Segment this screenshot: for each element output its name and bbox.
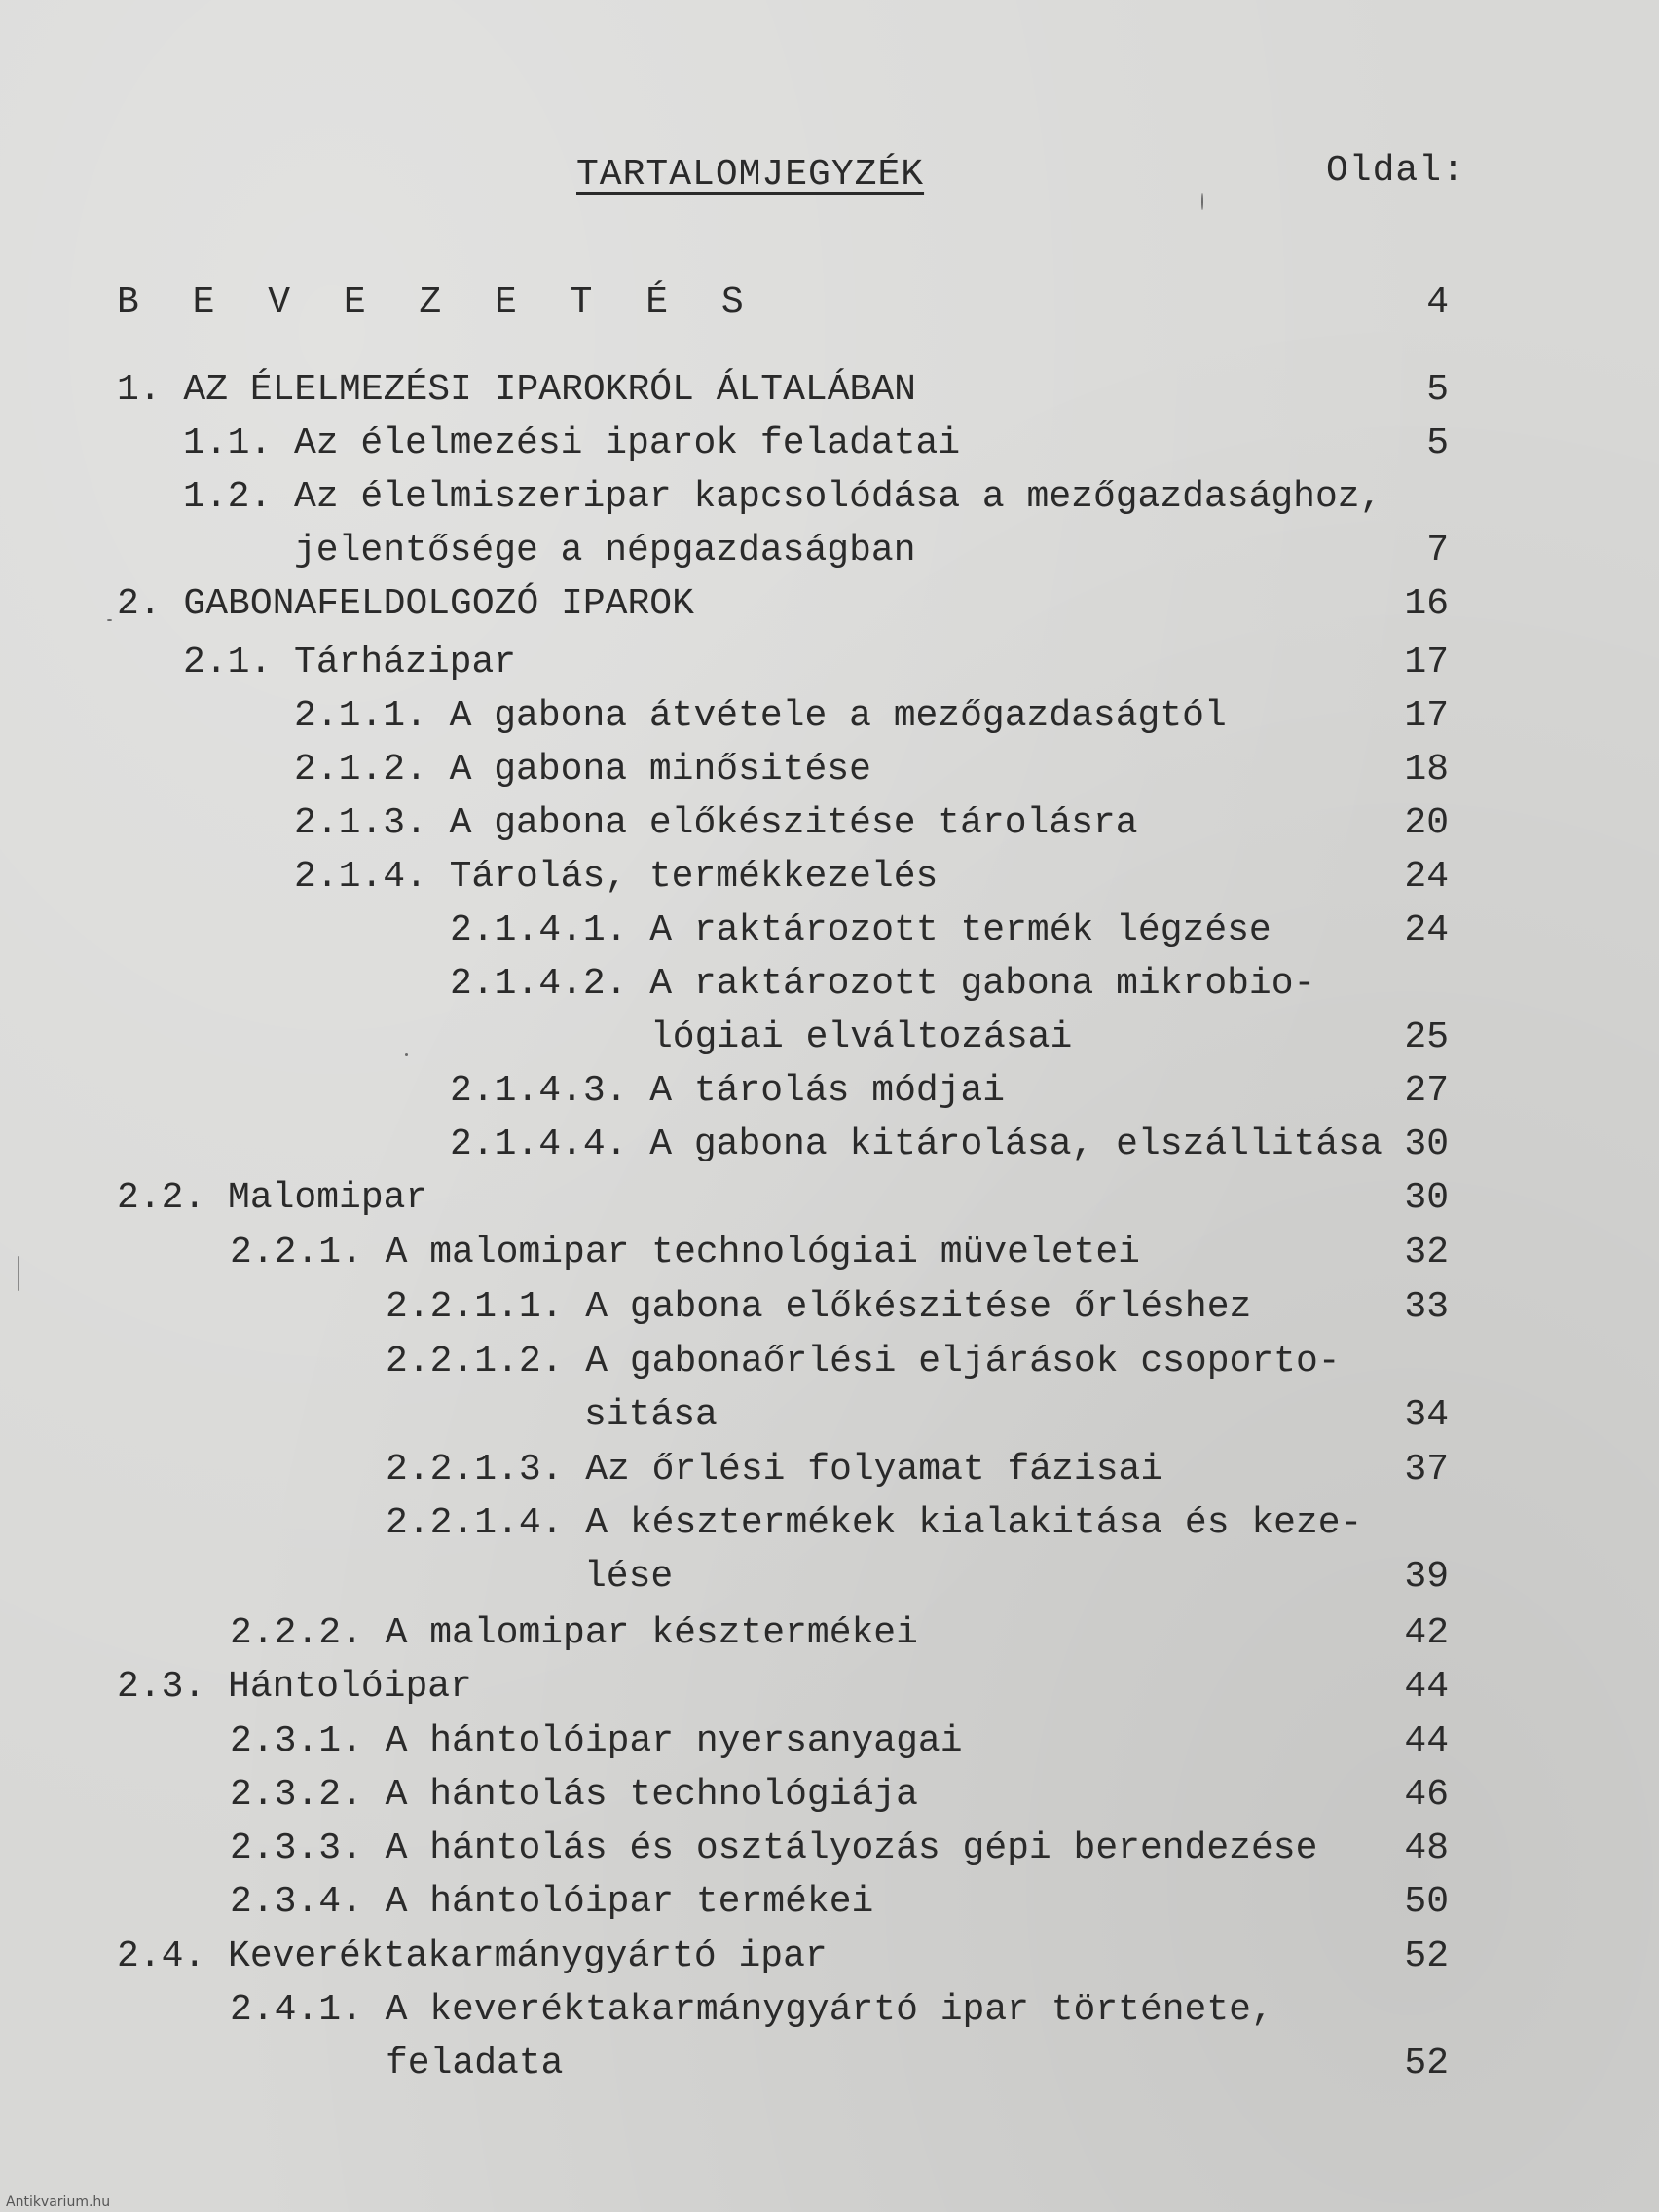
toc-entry-page: 17: [1404, 695, 1449, 737]
toc-entry-page: 52: [1404, 1936, 1449, 1977]
toc-entry-title: 2.2.2. A malomipar késztermékei: [230, 1612, 918, 1654]
toc-entry-title: 2.2.1.3. Az őrlési folyamat fázisai: [386, 1449, 1163, 1491]
toc-entry-page: 25: [1404, 1016, 1449, 1058]
toc-entry-title: lógiai elváltozásai: [650, 1016, 1073, 1058]
toc-entry: [0, 1014, 1659, 1062]
toc-entry-title: jelentősége a népgazdaságban: [294, 530, 916, 571]
toc-entry: [0, 1338, 1659, 1386]
toc-entry: [0, 278, 1659, 327]
toc-entry-title: 2.3.4. A hántolóipar termékei: [230, 1881, 874, 1923]
toc-entry-page: 32: [1404, 1232, 1449, 1273]
toc-entry-title: 2.1. Tárházipar: [183, 642, 517, 683]
toc-entry-page: 20: [1404, 802, 1449, 844]
toc-entry-page: 52: [1404, 2043, 1449, 2084]
toc-entry-title: 2.1.4.1. A raktározott termék légzése: [450, 909, 1272, 951]
toc-entry-title: lése: [584, 1556, 674, 1598]
toc-entry: [0, 2040, 1659, 2088]
toc-entry-page: 48: [1404, 1827, 1449, 1869]
toc-entry: [0, 746, 1659, 794]
toc-entry-page: 44: [1404, 1720, 1449, 1762]
toc-entry-title: 2.3.3. A hántolás és osztályozás gépi berendezése: [230, 1827, 1318, 1869]
toc-entry-page: 27: [1404, 1070, 1449, 1112]
toc-entry-page: 24: [1404, 909, 1449, 951]
toc-entry: [0, 580, 1659, 629]
page-title: TARTALOMJEGYZÉK: [576, 154, 925, 196]
toc-entry: [0, 366, 1659, 415]
toc-entry-page: 16: [1404, 583, 1449, 625]
toc-entry-title: 1.2. Az élelmiszeripar kapcsolódása a mezőgazdasághoz,: [183, 476, 1382, 518]
toc-entry-title: 2.1.3. A gabona előkészitése tárolásra: [294, 802, 1138, 844]
paper-speck: [1201, 193, 1203, 210]
toc-entry-page: 34: [1404, 1394, 1449, 1436]
toc-entry-title: 2.2.1. A malomipar technológiai müveletei: [230, 1232, 1140, 1273]
toc-entry-page: 42: [1404, 1612, 1449, 1654]
toc-entry-title: 1. AZ ÉLELMEZÉSI IPAROKRÓL ÁLTALÁBAN: [117, 369, 916, 411]
toc-entry-page: 7: [1426, 530, 1449, 571]
toc-entry-title: 2.1.4.4. A gabona kitárolása, elszállitása: [450, 1124, 1382, 1165]
toc-entry-title: 2.1.4.3. A tárolás módjai: [450, 1070, 1006, 1112]
toc-entry-page: 5: [1426, 369, 1449, 411]
toc-entry: [0, 1933, 1659, 1981]
toc-entry: [0, 1446, 1659, 1494]
toc-entry: [0, 1553, 1659, 1602]
toc-entry: [0, 1067, 1659, 1116]
page-column-label: Oldal:: [1326, 150, 1465, 192]
toc-entry-page: 30: [1404, 1124, 1449, 1165]
toc-entry: [0, 1609, 1659, 1658]
toc-entry-title: 2.1.2. A gabona minősitése: [294, 749, 871, 791]
toc-entry: [0, 420, 1659, 468]
toc-entry-page: 50: [1404, 1881, 1449, 1923]
toc-entry-page: 24: [1404, 856, 1449, 898]
toc-entry-title: 2.2.1.2. A gabonaőrlési eljárások csoporto-: [386, 1341, 1341, 1382]
toc-entry: [0, 1986, 1659, 2035]
toc-entry-title: sitása: [584, 1394, 718, 1436]
toc-entry-title: 2.3.2. A hántolás technológiája: [230, 1774, 918, 1816]
paper-speck: [18, 1256, 19, 1291]
toc-entry: [0, 473, 1659, 522]
toc-entry-page: 5: [1426, 423, 1449, 464]
toc-entry: [0, 906, 1659, 955]
toc-entry-page: 33: [1404, 1286, 1449, 1328]
toc-entry: [0, 1878, 1659, 1927]
toc-entry-title: 2.4.1. A keveréktakarmánygyártó ipar története,: [230, 1989, 1273, 2031]
toc-entry: [0, 853, 1659, 902]
toc-entry-title: 1.1. Az élelmezési iparok feladatai: [183, 423, 961, 464]
toc-entry-page: 44: [1404, 1666, 1449, 1708]
toc-entry: [0, 1229, 1659, 1277]
toc-entry-title: 2. GABONAFELDOLGOZÓ IPAROK: [117, 583, 694, 625]
paper-speck: [107, 619, 112, 621]
toc-entry-title: 2.2. Malomipar: [117, 1177, 428, 1219]
toc-entry-title: 2.3. Hántolóipar: [117, 1666, 472, 1708]
toc-entry-page: 46: [1404, 1774, 1449, 1816]
paper-speck: [405, 1053, 408, 1056]
toc-entry-title: 2.4. Keveréktakarmánygyártó ipar: [117, 1936, 828, 1977]
toc-entry-page: 30: [1404, 1177, 1449, 1219]
toc-entry-title: feladata: [386, 2043, 564, 2084]
toc-entry: [0, 1121, 1659, 1169]
toc-entry: [0, 799, 1659, 848]
toc-entry: [0, 1663, 1659, 1712]
toc-entry-title: 2.1.4. Tárolás, termékkezelés: [294, 856, 939, 898]
watermark: Antikvarium.hu: [6, 2194, 111, 2210]
toc-entry: [0, 1283, 1659, 1332]
toc-entry-page: 39: [1404, 1556, 1449, 1598]
toc-entry: [0, 692, 1659, 741]
toc-entry-title: 2.3.1. A hántolóipar nyersanyagai: [230, 1720, 963, 1762]
toc-entry-title: 2.2.1.1. A gabona előkészitése őrléshez: [386, 1286, 1252, 1328]
toc-entry: [0, 1499, 1659, 1548]
toc-entry-page: 17: [1404, 642, 1449, 683]
toc-entry: [0, 1391, 1659, 1440]
toc-entry-title: 2.1.1. A gabona átvétele a mezőgazdaságtól: [294, 695, 1227, 737]
toc-entry-page: 37: [1404, 1449, 1449, 1491]
toc-entry: [0, 960, 1659, 1009]
toc-entry: [0, 1174, 1659, 1223]
toc-entry: [0, 527, 1659, 575]
toc-entry-title: 2.2.1.4. A késztermékek kialakitása és keze-: [386, 1502, 1363, 1544]
toc-entry: [0, 1717, 1659, 1766]
toc-entry: [0, 1825, 1659, 1873]
toc-entry-page: 18: [1404, 749, 1449, 791]
toc-entry-title: 2.1.4.2. A raktározott gabona mikrobio-: [450, 963, 1316, 1005]
toc-entry-page: 4: [1426, 281, 1449, 323]
toc-entry: [0, 1771, 1659, 1820]
toc-entry: [0, 639, 1659, 687]
toc-entry-title: B E V E Z E T É S: [117, 281, 759, 323]
